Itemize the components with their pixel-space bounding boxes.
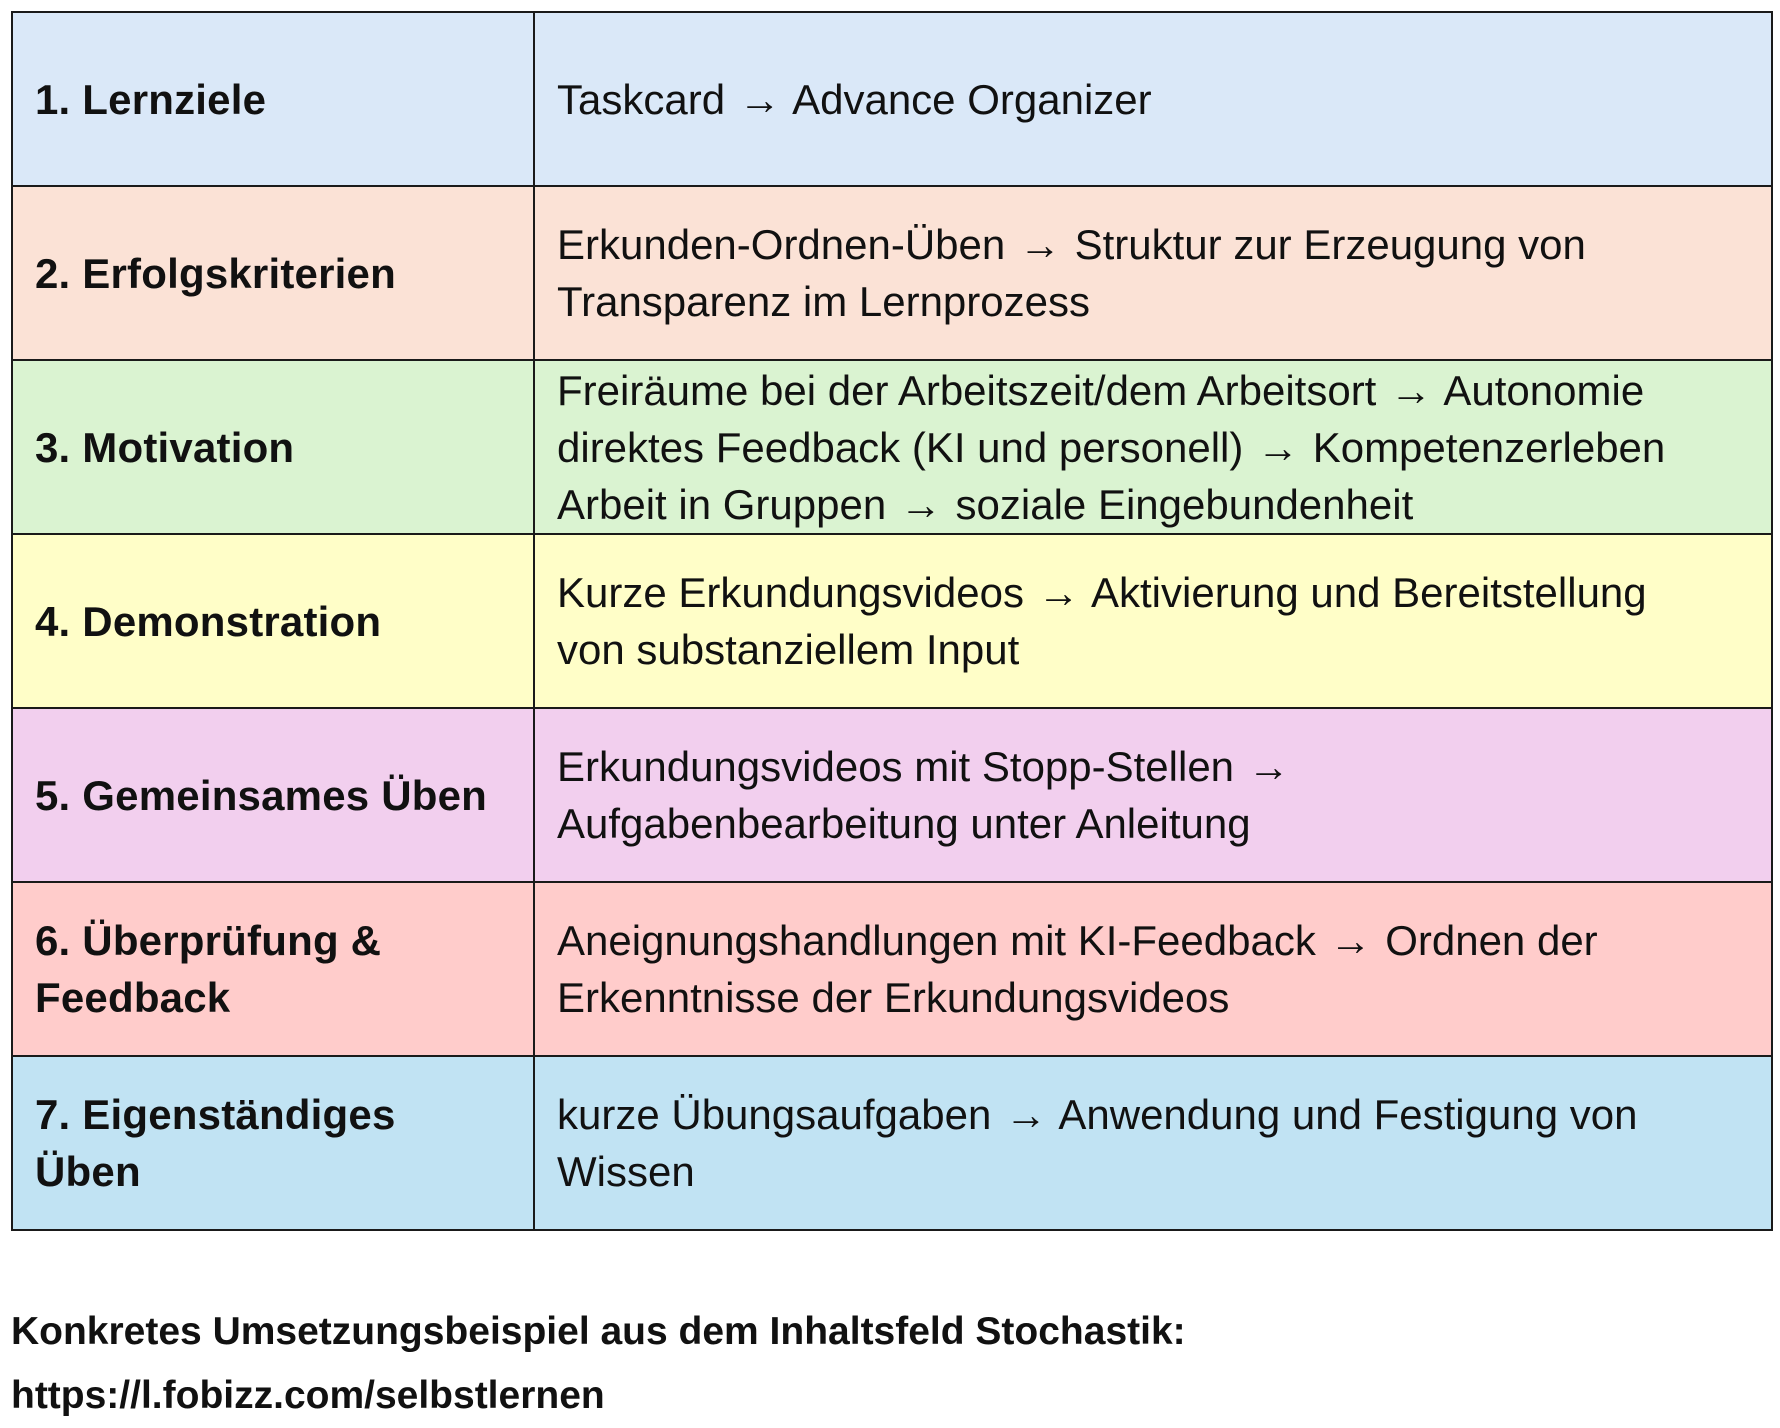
arrow-right-icon: →: [1390, 366, 1433, 414]
description-text: Erkundungsvideos mit Stopp-Stellen: [557, 743, 1235, 790]
footer-link[interactable]: https://l.fobizz.com/selbstlernen: [11, 1374, 605, 1417]
step-label: [12, 12, 534, 186]
description-text: Freiräume bei der Arbeitszeit/dem Arbeitsort: [557, 366, 1377, 414]
description-line: [557, 969, 1749, 1026]
description-text: Aktivierung und Bereitstellung: [1090, 569, 1647, 616]
description-text: Struktur zur Erzeugung von: [1074, 221, 1586, 268]
description-line: [557, 564, 1749, 621]
step-label-text: 4. Demonstration: [35, 597, 382, 645]
description-text: Autonomie: [1443, 366, 1645, 414]
description-line: [557, 362, 1749, 419]
description-text: soziale Eingebundenheit: [955, 480, 1414, 528]
arrow-right-icon: →: [899, 480, 942, 528]
description-line: [557, 476, 1749, 533]
description-text: Erkunden-Ordnen-Üben: [557, 221, 1006, 268]
description-line: [557, 912, 1749, 969]
table-row: [12, 186, 1772, 360]
step-label: [12, 1056, 534, 1230]
arrow-right-icon: →: [1257, 423, 1300, 471]
description-text: Wissen: [557, 1148, 695, 1195]
description-text: Anwendung und Festigung von: [1058, 1091, 1638, 1138]
arrow-right-icon: →: [1037, 569, 1080, 616]
table-row: [12, 882, 1772, 1056]
step-label-text: Üben: [35, 1148, 141, 1195]
arrow-right-icon: →: [1247, 743, 1290, 790]
description-text: Kurze Erkundungsvideos: [557, 569, 1024, 616]
description-text: direktes Feedback (KI und personell): [557, 423, 1244, 471]
arrow-right-icon: →: [1018, 221, 1061, 268]
step-label-text: Feedback: [35, 974, 231, 1021]
table-row: [12, 1056, 1772, 1230]
description-text: Transparenz im Lernprozess: [557, 278, 1090, 325]
step-label: [12, 534, 534, 708]
description-text: Arbeit in Gruppen: [557, 480, 887, 528]
description-line: [557, 216, 1749, 273]
step-label-text: 5. Gemeinsames Üben: [35, 771, 487, 819]
description-text: Ordnen der: [1385, 917, 1598, 964]
step-label-text: 1. Lernziele: [35, 75, 267, 123]
description-line: [557, 738, 1749, 795]
description-line: [557, 795, 1749, 852]
description-text: kurze Übungsaufgaben: [557, 1091, 992, 1138]
description-text: Aufgabenbearbeitung unter Anleitung: [557, 800, 1251, 847]
step-description: [534, 534, 1772, 708]
step-description: [534, 708, 1772, 882]
description-text: Taskcard: [557, 75, 726, 123]
method-table: [11, 11, 1773, 1231]
step-label: [12, 882, 534, 1056]
step-description: [534, 360, 1772, 534]
description-line: [557, 621, 1749, 678]
step-label: [12, 186, 534, 360]
table-row: [12, 534, 1772, 708]
step-label: [12, 708, 534, 882]
step-label: [12, 360, 534, 534]
step-description: [534, 882, 1772, 1056]
description-text: Aneignungshandlungen mit KI-Feedback: [557, 917, 1316, 964]
description-line: [557, 273, 1749, 330]
description-line: [557, 71, 1749, 128]
arrow-right-icon: →: [1005, 1091, 1047, 1138]
table-row: [12, 360, 1772, 534]
description-line: [557, 1143, 1749, 1200]
step-description: [534, 1056, 1772, 1230]
description-text: Kompetenzerleben: [1312, 423, 1666, 471]
description-text: von substanziellem Input: [557, 626, 1020, 673]
description-line: [557, 419, 1749, 476]
step-label-text: 2. Erfolgskriterien: [35, 249, 396, 297]
arrow-right-icon: →: [1329, 917, 1372, 964]
description-text: Erkenntnisse der Erkundungsvideos: [557, 974, 1230, 1021]
description-line: [557, 1086, 1749, 1143]
step-description: [534, 186, 1772, 360]
step-label-text: 3. Motivation: [35, 423, 295, 471]
arrow-right-icon: →: [738, 75, 781, 123]
footer-heading: Konkretes Umsetzungsbeispiel aus dem Inhaltsfeld Stochastik:: [11, 1310, 1186, 1353]
step-description: [534, 12, 1772, 186]
table-row: [12, 12, 1772, 186]
footer: [11, 1300, 1186, 1428]
step-label-text: 7. Eigenständiges: [35, 1091, 396, 1138]
step-label-text: 6. Überprüfung &: [35, 917, 382, 964]
method-table-container: [11, 11, 1771, 1231]
table-row: [12, 708, 1772, 882]
description-text: Advance Organizer: [792, 75, 1152, 123]
